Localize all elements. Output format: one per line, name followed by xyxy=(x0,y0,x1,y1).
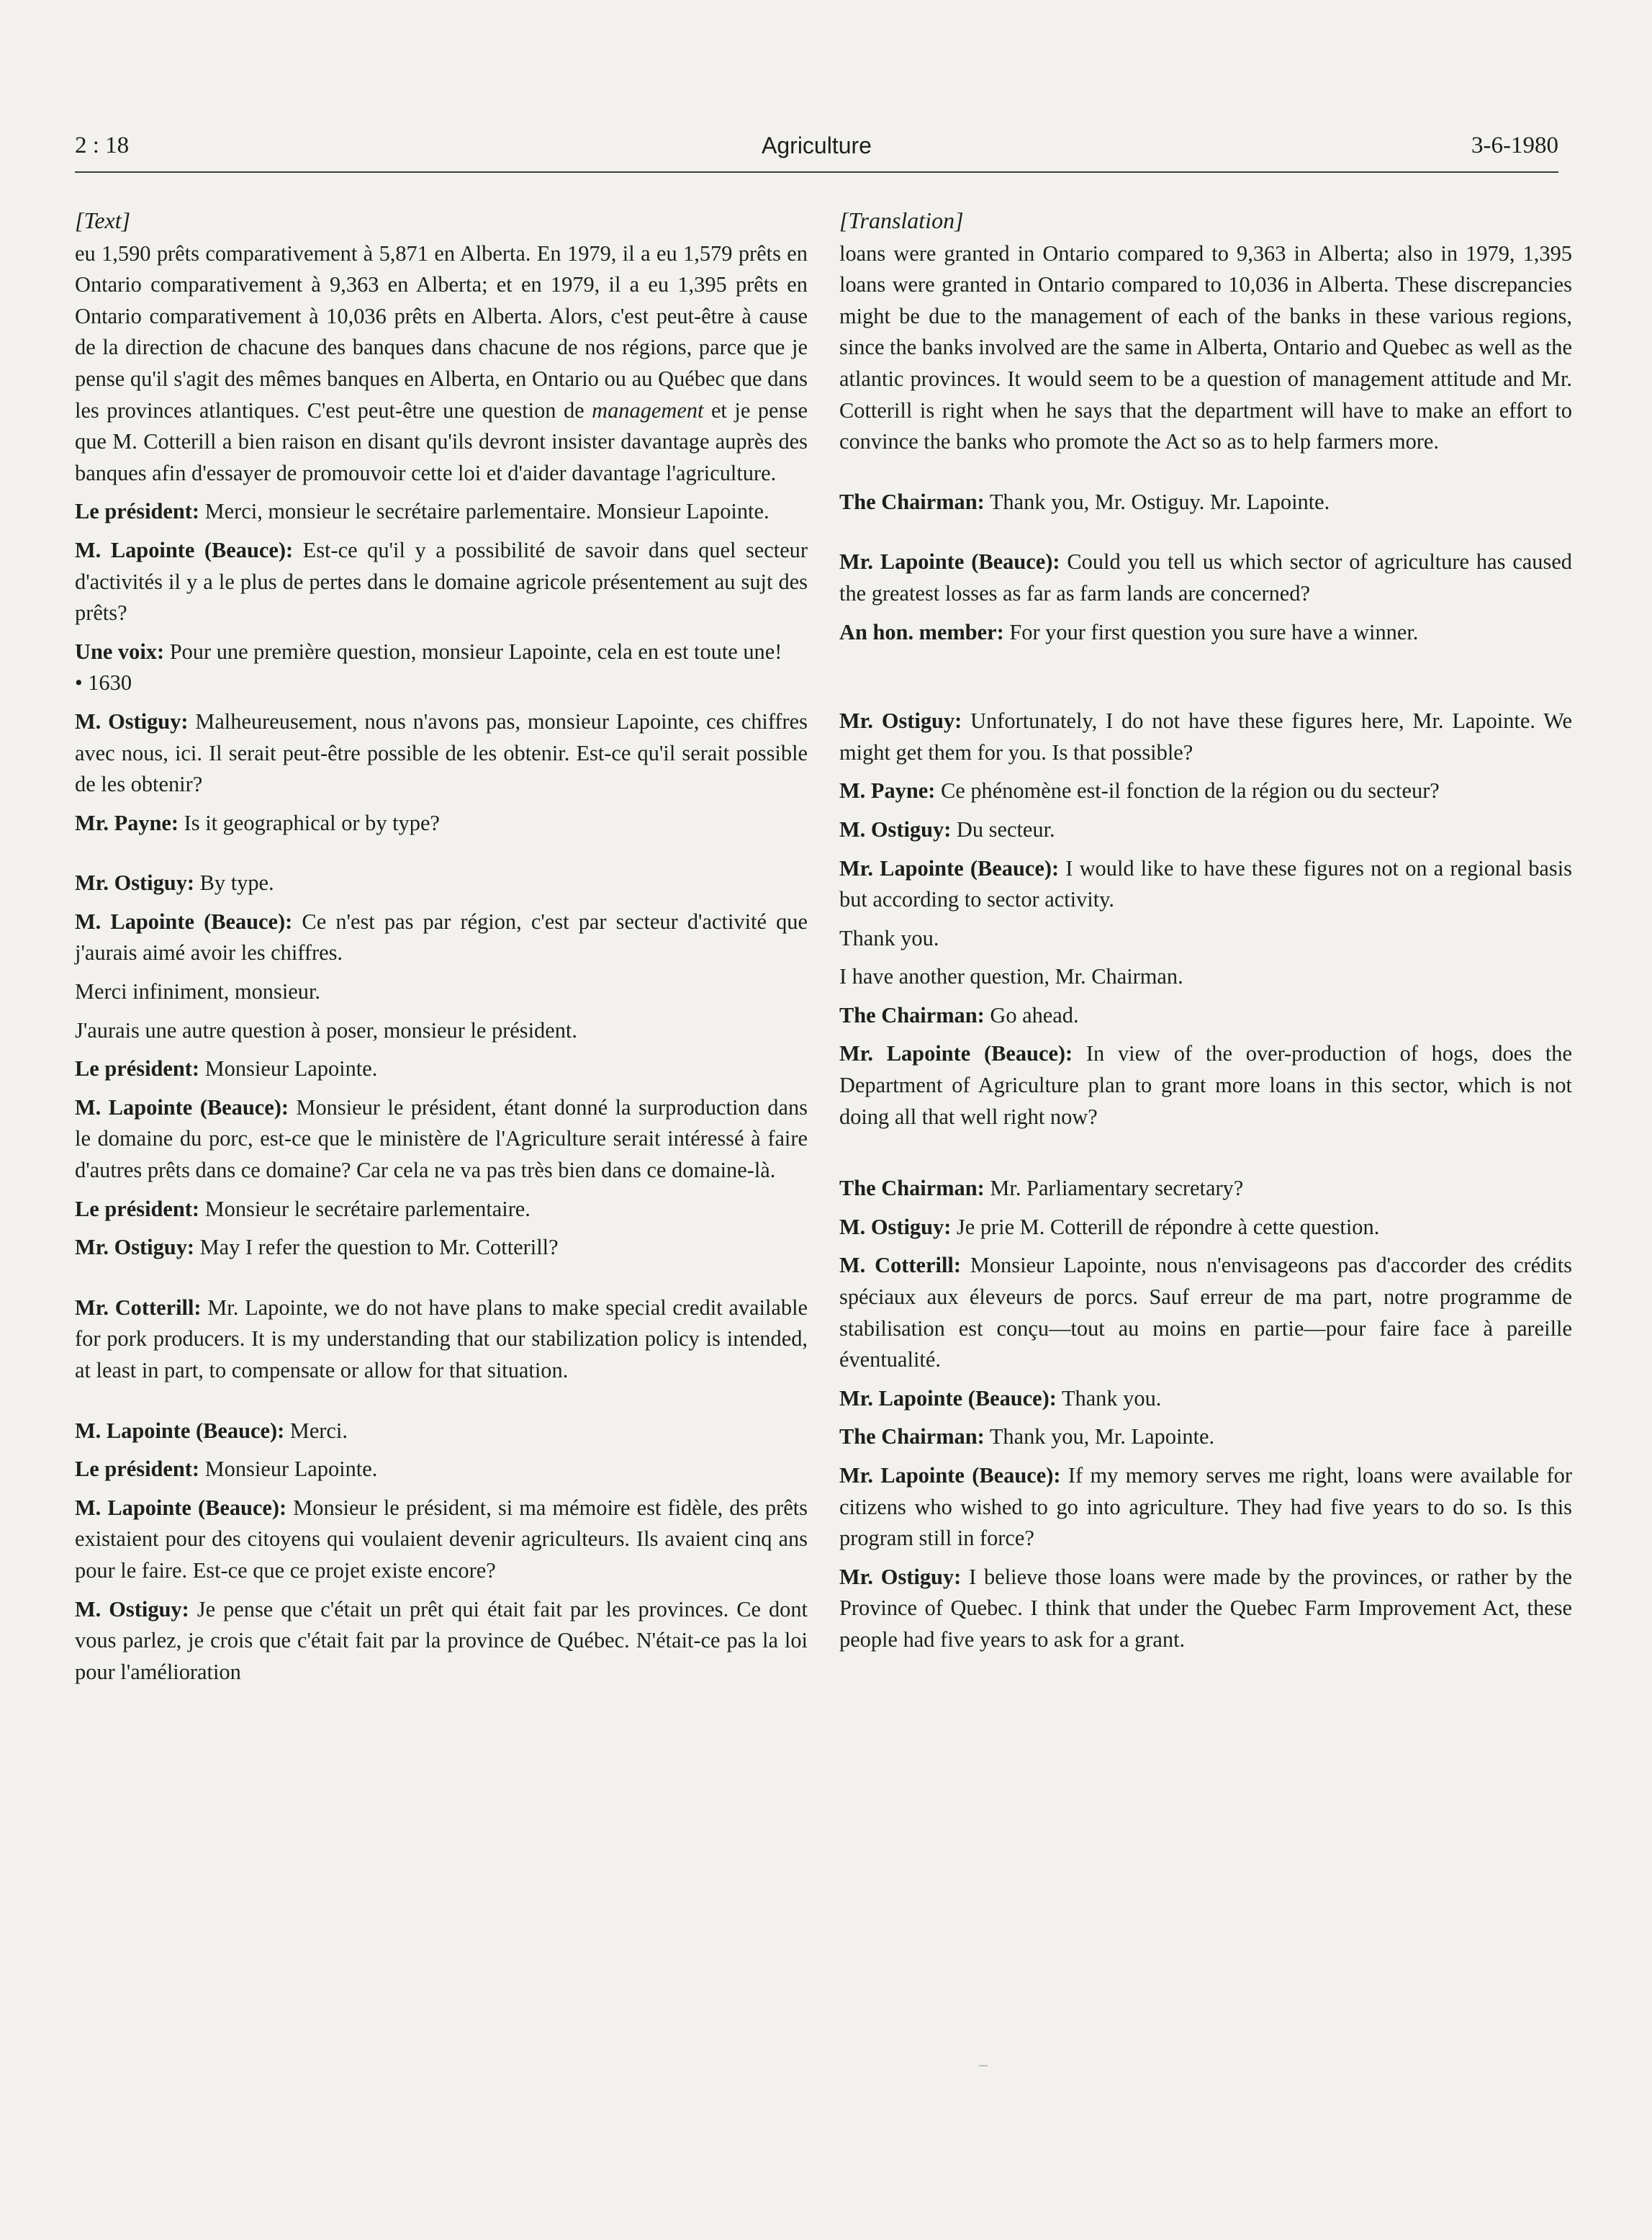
paragraph: An hon. member: For your first question you sure have a winner. xyxy=(839,619,1419,644)
speaker: Mr. Lapointe (Beauce): xyxy=(839,1041,1073,1066)
speaker: Mr. Ostiguy: xyxy=(75,1235,195,1260)
page-number: 2 : 18 xyxy=(75,132,130,158)
paragraph: M. Lapointe (Beauce): Est-ce qu'il y a possibilité de savoir dans quel secteur d'activités il y a le plus de pertes dans le domaine agricole présentement au sujt des prêts? xyxy=(75,537,808,626)
paragraph: Mr. Ostiguy: May I refer the question to Mr. Cotterill? xyxy=(75,1235,559,1260)
paragraph: M. Lapointe (Beauce): Merci. xyxy=(75,1418,348,1443)
english-column xyxy=(839,205,1572,1656)
paragraph: M. Ostiguy: Malheureusement, nous n'avons pas, monsieur Lapointe, ces chiffres avec nous, ici. Il serait peut-être possible de les obtenir. Est-ce qu'il serait possible de les obtenir? xyxy=(75,709,808,797)
paragraph: Mr. Ostiguy: By type. xyxy=(75,871,274,896)
speaker: M. Lapointe (Beauce): xyxy=(75,1094,289,1120)
speaker: M. Ostiguy: xyxy=(75,709,189,734)
speaker: M. Ostiguy: xyxy=(75,1596,189,1621)
paragraph: Mr. Lapointe (Beauce): I would like to have these figures not on a regional basis but according to sector activity. xyxy=(839,855,1573,912)
speaker: The Chairman: xyxy=(839,1176,985,1201)
language-label: [Translation] xyxy=(839,207,964,233)
page-header xyxy=(75,130,1558,173)
paragraph: I have another question, Mr. Chairman. xyxy=(839,964,1183,989)
paragraph: The Chairman: Thank you, Mr. Lapointe. xyxy=(839,1424,1215,1449)
paragraph: Une voix: Pour une première question, monsieur Lapointe, cela en est toute une! xyxy=(75,639,782,664)
speaker: Une voix: xyxy=(75,639,165,664)
paragraph: Mr. Payne: Is it geographical or by type? xyxy=(75,810,440,835)
language-label: [Text] xyxy=(75,207,131,233)
speaker: An hon. member: xyxy=(839,619,1004,644)
speaker: Mr. Cotterill: xyxy=(75,1295,202,1320)
speaker: Le président: xyxy=(75,1196,200,1221)
paragraph: M. Ostiguy: Du secteur. xyxy=(839,817,1055,842)
speaker: The Chairman: xyxy=(839,1002,985,1027)
paragraph: M. Lapointe (Beauce): Monsieur le président, étant donné la surproduction dans le domaine du porc, est-ce que le ministère de l'Agriculture serait intéressé à faire d'autres prêts dans ce domaine? Car cela ne va pas très bien dans ce domaine-là. xyxy=(75,1094,808,1183)
speaker: The Chairman: xyxy=(839,489,985,514)
paragraph: The Chairman: Go ahead. xyxy=(839,1002,1079,1027)
paragraph: Mr. Cotterill: Mr. Lapointe, we do not have plans to make special credit available for pork producers. It is my understanding that our stabilization policy is intended, at least in part, to compensate or allow for that situation. xyxy=(75,1295,808,1382)
paragraph: eu 1,590 prêts comparativement à 5,871 en Alberta. En 1979, il a eu 1,579 prêts en Ontario comparativement à 9,363 en Alberta; et en 1979, il a eu 1,395 prêts en Ontario comparativement à 10,036 prêts en Alberta. Alors, c'est peut-être à cause de la direction de chacune des banques dans chacune de nos régions, parce que je pense qu'il s'agit des mêmes banques en Alberta, en Ontario ou au Québec que dans les provinces atlantiques. C'est peut-être une question de management et je pense que M. Cotterill a bien raison en disant qu'ils devront insister davantage auprès des banques afin d'essayer de promouvoir cette loi et d'aider davantage l'agriculture. xyxy=(75,240,808,485)
paragraph: Le président: Monsieur Lapointe. xyxy=(75,1056,378,1081)
paragraph: Le président: Monsieur Lapointe. xyxy=(75,1457,378,1482)
paragraph: M. Ostiguy: Je prie M. Cotterill de répondre à cette question. xyxy=(839,1214,1380,1239)
speaker: M. Ostiguy: xyxy=(839,817,952,842)
speaker: Mr. Lapointe (Beauce): xyxy=(839,549,1060,575)
speaker: Mr. Ostiguy: xyxy=(839,1564,962,1589)
sitting-date: 3-6-1980 xyxy=(1471,132,1558,158)
paragraph: J'aurais une autre question à poser, monsieur le président. xyxy=(75,1017,577,1043)
time-stamp: • 1630 xyxy=(75,670,132,696)
paragraph: The Chairman: Mr. Parliamentary secretary? xyxy=(839,1176,1244,1201)
paragraph: Mr. Lapointe (Beauce): In view of the over-production of hogs, does the Department of Agriculture plan to grant more loans in this sector, which is not doing all that well right now? xyxy=(839,1041,1572,1129)
speaker: Mr. Lapointe (Beauce): xyxy=(839,1385,1057,1411)
paragraph: Mr. Lapointe (Beauce): Thank you. xyxy=(839,1385,1162,1411)
speaker: Mr. Ostiguy: xyxy=(839,709,962,734)
speaker: Le président: xyxy=(75,499,200,524)
paragraph: loans were granted in Ontario compared to 9,363 in Alberta; also in 1979, 1,395 loans were granted in Ontario compared to 10,036 in Alberta. These discrepancies might be due to the management of each of the banks in these various regions, since the banks involved are the same in Alberta, Ontario and Quebec as well as the atlantic provinces. It would seem to be a question of management attitude and Mr. Cotterill is right when he says that the department will have to make an effort to convince the banks who promote the Act so as to help farmers more. xyxy=(839,240,1572,454)
paragraph: Merci infiniment, monsieur. xyxy=(75,979,320,1004)
speaker: M. Lapointe (Beauce): xyxy=(75,1418,285,1443)
speaker: M. Cotterill: xyxy=(839,1253,961,1278)
paragraph: M. Lapointe (Beauce): Ce n'est pas par région, c'est par secteur d'activité que j'aurais aimé avoir les chiffres. xyxy=(75,909,808,966)
speaker: Mr. Payne: xyxy=(75,810,179,835)
speaker: M. Lapointe (Beauce): xyxy=(75,537,294,562)
paragraph: Mr. Lapointe (Beauce): If my memory serves me right, loans were available for citizens who wished to go into agriculture. They had five years to do so. Is this program still in force? xyxy=(839,1463,1572,1551)
speaker: Mr. Ostiguy: xyxy=(75,871,195,896)
bottom-mark xyxy=(979,2065,988,2066)
paragraph: The Chairman: Thank you, Mr. Ostiguy. Mr. Lapointe. xyxy=(839,489,1330,514)
paragraph: M. Payne: Ce phénomène est-il fonction de la région ou du secteur? xyxy=(839,778,1440,804)
paragraph: Mr. Ostiguy: Unfortunately, I do not have these figures here, Mr. Lapointe. We might get them for you. Is that possible? xyxy=(839,709,1572,765)
speaker: Mr. Lapointe (Beauce): xyxy=(839,855,1060,881)
paragraph: Thank you. xyxy=(839,925,939,950)
paragraph: Le président: Merci, monsieur le secrétaire parlementaire. Monsieur Lapointe. xyxy=(75,499,769,524)
paragraph: M. Ostiguy: Je pense que c'était un prêt qui était fait par les provinces. Ce dont vous parlez, je crois que c'était fait par la province de Québec. N'était-ce pas la loi pour l'amélioration xyxy=(75,1596,808,1684)
speaker: M. Lapointe (Beauce): xyxy=(75,1495,287,1520)
speaker: The Chairman: xyxy=(839,1424,985,1449)
speaker: Le président: xyxy=(75,1056,200,1081)
speaker: M. Lapointe (Beauce): xyxy=(75,909,293,934)
paragraph: M. Cotterill: Monsieur Lapointe, nous n'envisageons pas d'accorder des crédits spéciaux aux éleveurs de porcs. Sauf erreur de ma part, notre programme de stabilisation est conçu—tout au moins en partie—pour faire face à pareille éventualité. xyxy=(839,1253,1572,1372)
speaker: Le président: xyxy=(75,1457,200,1482)
speaker: M. Payne: xyxy=(839,778,936,804)
french-column xyxy=(75,205,808,1688)
paragraph: Mr. Ostiguy: I believe those loans were made by the provinces, or rather by the Province of Quebec. I think that under the Quebec Farm Improvement Act, these people had five years to ask for a grant. xyxy=(839,1564,1572,1652)
paragraph: Le président: Monsieur le secrétaire parlementaire. xyxy=(75,1196,531,1221)
speaker: Mr. Lapointe (Beauce): xyxy=(839,1463,1061,1488)
running-title: Agriculture xyxy=(762,132,872,158)
emphasis: management xyxy=(592,397,704,423)
paragraph: M. Lapointe (Beauce): Monsieur le président, si ma mémoire est fidèle, des prêts existaient pour des citoyens qui voulaient devenir agriculteurs. Ils avaient cinq ans pour le faire. Est-ce que ce projet existe encore? xyxy=(75,1495,808,1583)
speaker: M. Ostiguy: xyxy=(839,1214,952,1239)
paragraph: Mr. Lapointe (Beauce): Could you tell us which sector of agriculture has caused the greatest losses as far as farm lands are concerned? xyxy=(839,549,1573,606)
